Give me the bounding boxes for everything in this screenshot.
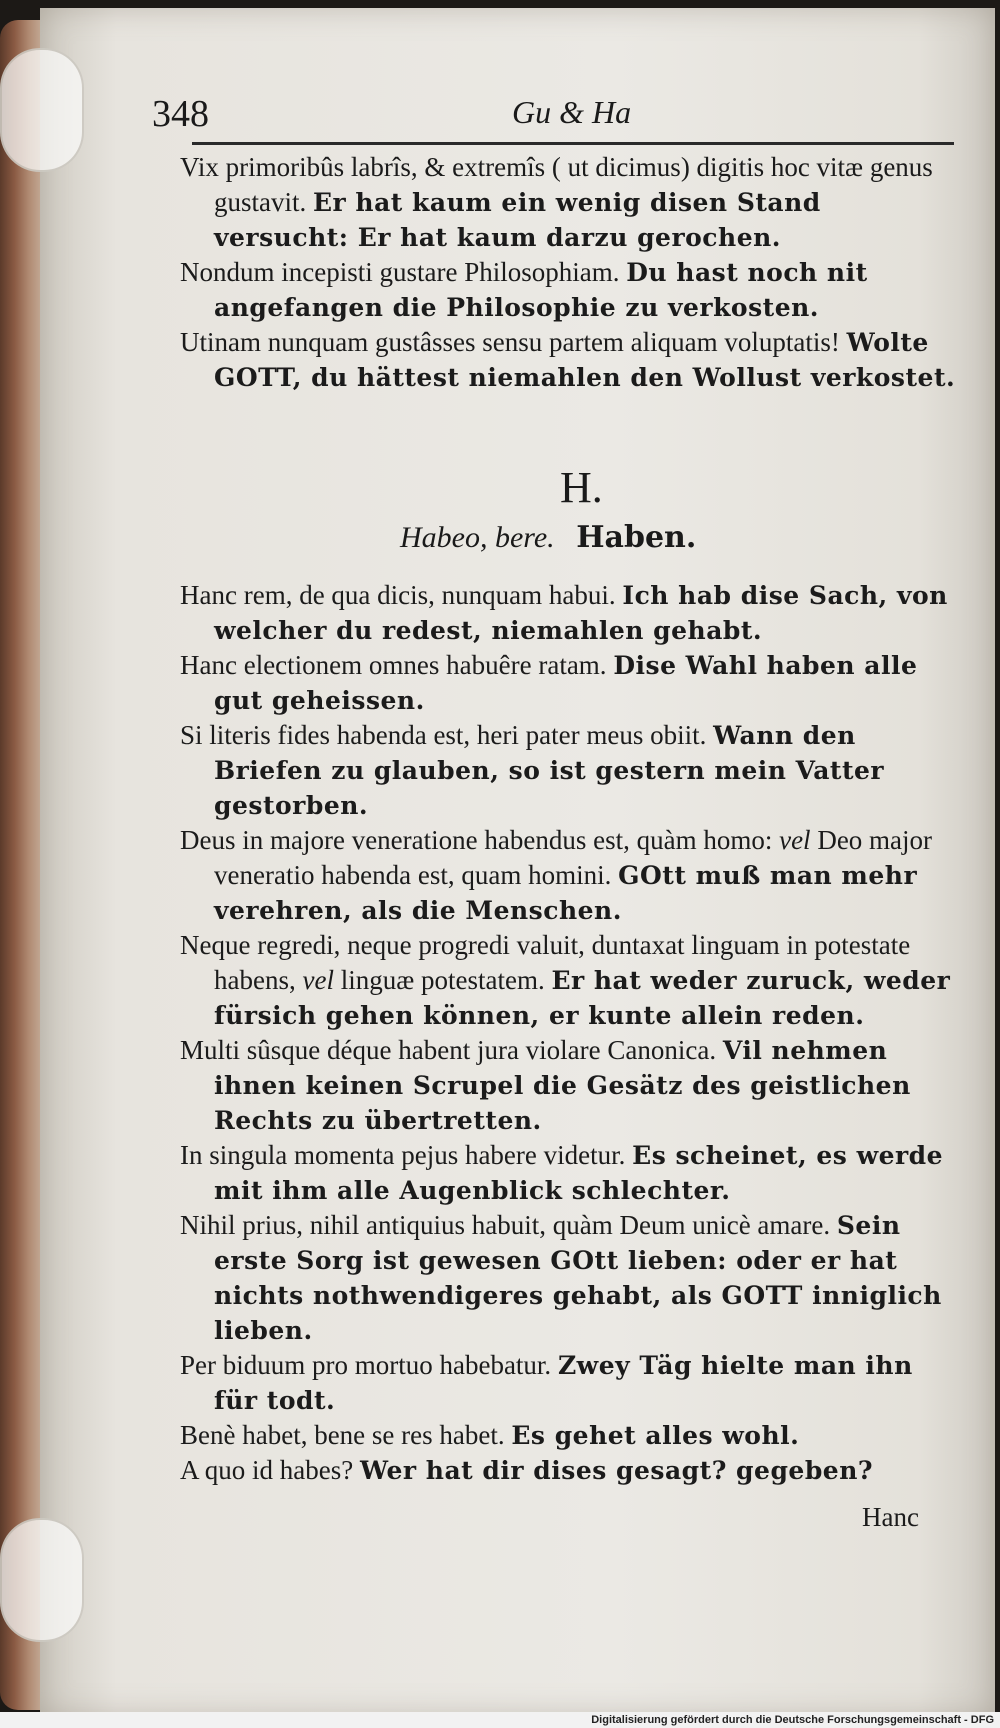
german-text: Wann den Briefen zu glauben, so ist gestern mein Vatter gestorben.: [214, 721, 885, 820]
latin-text: A quo id habes?: [180, 1455, 354, 1485]
page-clip-top: [0, 48, 84, 172]
section-german: Haben.: [576, 520, 697, 555]
page-number: 348: [152, 93, 209, 135]
german-text: Sein erste Sorg ist gewesen GOtt lieben: oder er hat nichts nothwendigeres gehabt, als GOTT inniglich lieben.: [214, 1211, 942, 1345]
latin-text: Per biduum pro mortuo habebatur.: [180, 1350, 552, 1380]
entry: [180, 150, 960, 255]
latin-alt-prefix: vel: [302, 965, 334, 995]
section-heading: [400, 520, 696, 555]
running-head: Gu & Ha: [512, 94, 632, 130]
latin-text: Hanc rem, de qua dicis, nunquam habui.: [180, 580, 616, 610]
german-text: Er hat weder zuruck, weder fürsich gehen können, er kunte allein reden.: [214, 966, 951, 1030]
latin-text: Benè habet, bene se res habet.: [180, 1420, 505, 1450]
latin-text: Neque regredi, neque progredi valuit, duntaxat linguam in potestate habens,: [180, 930, 911, 995]
german-text: GOtt muß man mehr verehren, als die Menschen.: [214, 861, 918, 925]
latin-text: Hanc electionem omnes habuêre ratam.: [180, 650, 607, 680]
latin-text: Vix primoribûs labrîs, & extremîs ( ut dicimus) digitis hoc vitæ genus gustavit.: [180, 152, 933, 217]
entry: [180, 718, 960, 823]
entry: [180, 648, 960, 718]
latin-text: Deus in majore veneratione habendus est, quàm homo:: [180, 825, 773, 855]
entry: [180, 1033, 960, 1138]
entry: [180, 928, 960, 1033]
german-text: Wolte GOTT, du hättest niemahlen den Wollust verkostet.: [214, 328, 956, 392]
german-text: Zwey Täg hielte man ihn für todt.: [214, 1351, 913, 1415]
section-letter: H.: [560, 463, 603, 512]
funding-footer: Digitalisierung gefördert durch die Deutsche Forschungsgemeinschaft - DFG: [591, 1714, 994, 1726]
page-clip-bottom: [0, 1518, 84, 1642]
latin-text: In singula momenta pejus habere videtur.: [180, 1140, 626, 1170]
entry: [180, 1453, 960, 1488]
german-text: Es gehet alles wohl.: [511, 1421, 800, 1450]
german-text: Du hast noch nit angefangen die Philosophie zu verkosten.: [214, 258, 868, 322]
latin-text: Utinam nunquam gustâsses sensu partem aliquam voluptatis!: [180, 327, 840, 357]
german-text: Dise Wahl haben alle gut geheissen.: [214, 651, 918, 715]
latin-alt-prefix: vel: [779, 825, 811, 855]
latin-alt-text: linguæ potestatem.: [340, 965, 545, 995]
entry: [180, 255, 960, 325]
entry: [180, 325, 960, 395]
entry: [180, 578, 960, 648]
page-header: [152, 92, 952, 142]
german-text: Vil nehmen ihnen keinen Scrupel die Gesätz des geistlichen Rechts zu übertretten.: [214, 1036, 911, 1135]
latin-alt-text: Deo major veneratio habenda est, quam homini.: [214, 825, 933, 890]
german-text: Er hat kaum ein wenig disen Stand versucht: Er hat kaum darzu gerochen.: [214, 188, 821, 252]
german-text: Ich hab dise Sach, von welcher du redest, niemahlen gehabt.: [214, 581, 948, 645]
latin-text: Multi sûsque déque habent jura violare Canonica.: [180, 1035, 717, 1065]
entry: [180, 1418, 960, 1453]
latin-text: Nihil prius, nihil antiquius habuit, quàm Deum unicè amare.: [180, 1210, 831, 1240]
german-text: Es scheinet, es werde mit ihm alle Augenblick schlechter.: [214, 1141, 944, 1205]
entry: [180, 1138, 960, 1208]
entry: [180, 1208, 960, 1348]
header-rule: [192, 142, 954, 145]
section-latin: Habeo, bere.: [400, 521, 555, 554]
catchword: Hanc: [862, 1502, 919, 1532]
latin-text: Nondum incepisti gustare Philosophiam.: [180, 257, 620, 287]
entry: [180, 823, 960, 928]
entries: [180, 578, 960, 1488]
german-text: Wer hat dir dises gesagt? gegeben?: [359, 1456, 874, 1485]
top-entries: [180, 150, 960, 395]
entry: [180, 1348, 960, 1418]
latin-text: Si literis fides habenda est, heri pater meus obiit.: [180, 720, 707, 750]
